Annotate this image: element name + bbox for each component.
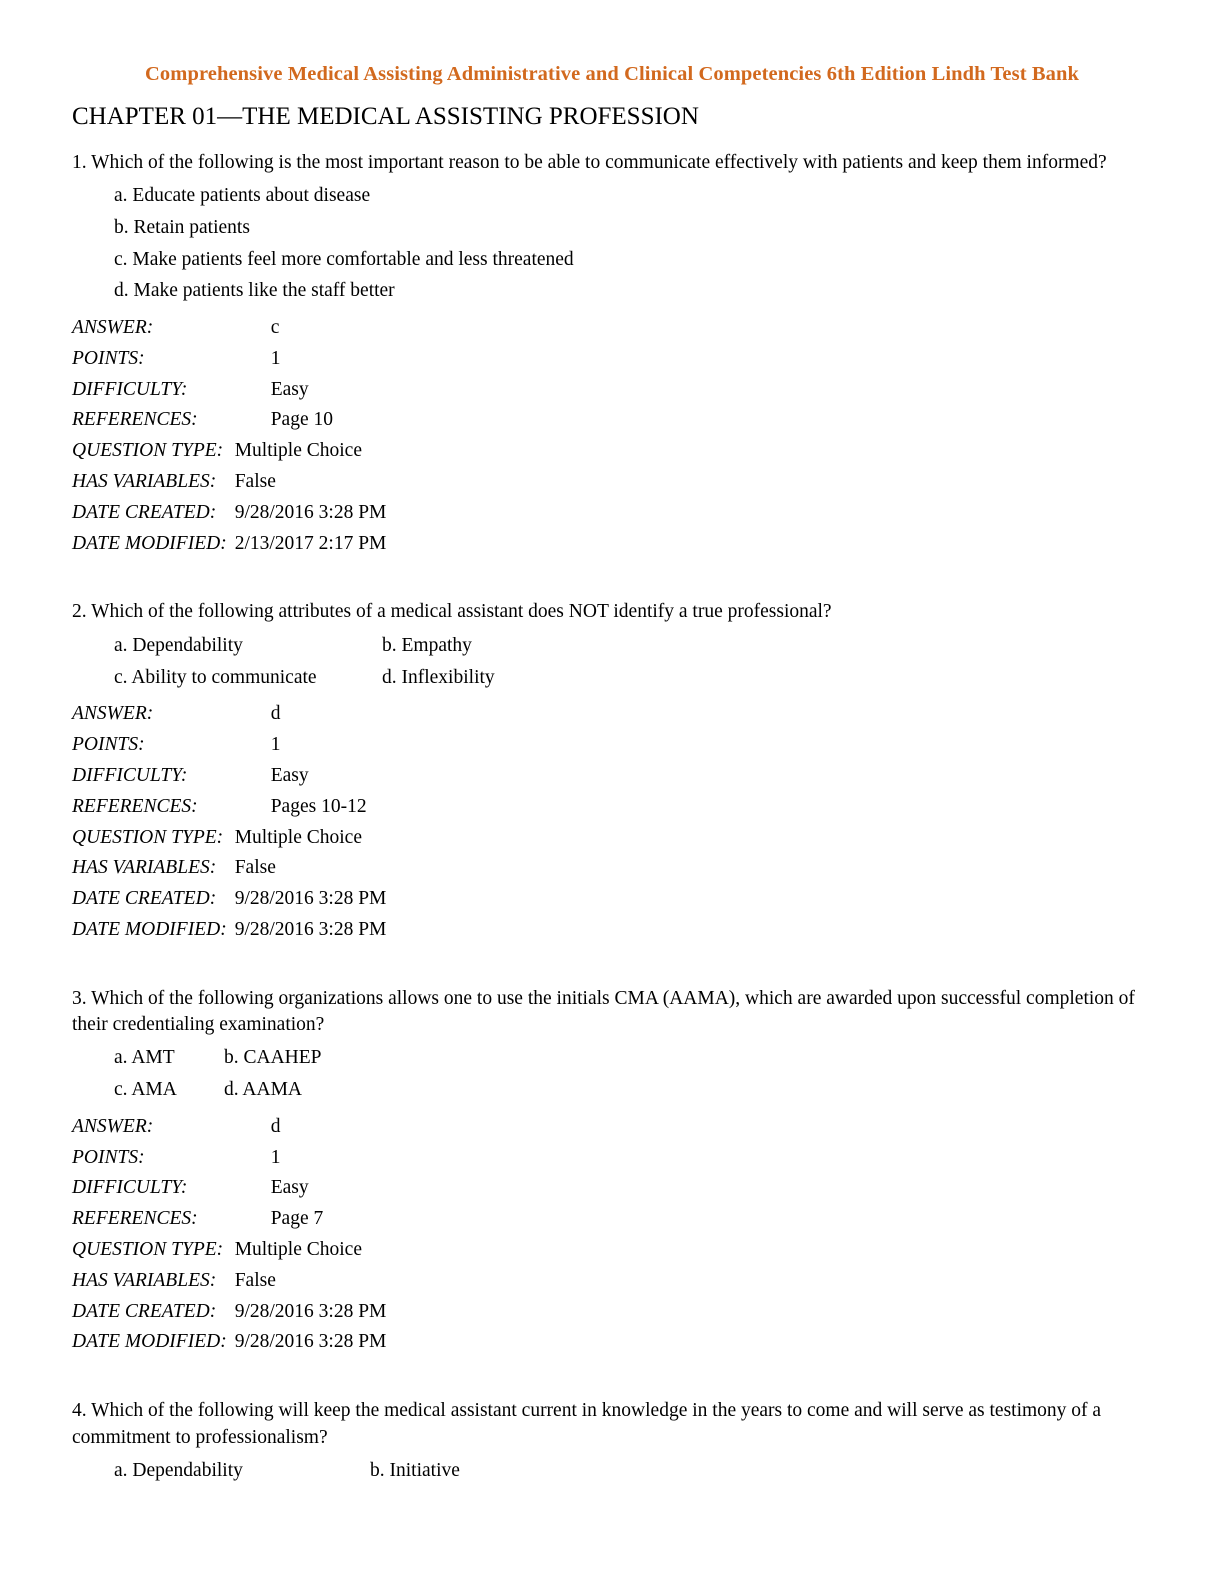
metadata-row-date-modified bbox=[72, 529, 386, 560]
choice-option: d. AAMA bbox=[224, 1079, 303, 1101]
metadata-row-references bbox=[72, 792, 386, 823]
metadata-value-answer: c bbox=[270, 317, 280, 339]
metadata-label-date-created: DATE CREATED: bbox=[72, 888, 217, 910]
choice-row[interactable] bbox=[72, 275, 1152, 307]
choice-row[interactable] bbox=[72, 1074, 1152, 1106]
metadata-label-points: POINTS: bbox=[72, 734, 145, 756]
metadata-value-answer: d bbox=[270, 703, 281, 725]
metadata-row-has-variables bbox=[72, 467, 386, 498]
metadata-value-date-created: 9/28/2016 3:28 PM bbox=[234, 888, 387, 910]
metadata-label-date-created: DATE CREATED: bbox=[72, 1300, 217, 1322]
chapter-heading: CHAPTER 01—THE MEDICAL ASSISTING PROFESSION bbox=[72, 102, 699, 130]
metadata-label-has-variables: HAS VARIABLES: bbox=[72, 1269, 217, 1291]
choice-row[interactable] bbox=[72, 1455, 1152, 1487]
metadata-value-date-created: 9/28/2016 3:28 PM bbox=[234, 501, 387, 523]
metadata-row-references bbox=[72, 405, 386, 436]
metadata-row-question-type bbox=[72, 436, 386, 467]
metadata-label-date-modified: DATE MODIFIED: bbox=[72, 532, 227, 554]
question-text: 4. Which of the following will keep the medical assistant current in knowledge in the years to come and will serve as testimony of a commitment to professionalism? bbox=[72, 1400, 1102, 1448]
metadata-row-date-created bbox=[72, 1297, 386, 1328]
choice-option: d. Inflexibility bbox=[382, 666, 495, 688]
metadata-label-points: POINTS: bbox=[72, 1146, 145, 1168]
question-block bbox=[72, 150, 1152, 560]
metadata-row-references bbox=[72, 1204, 386, 1235]
choice-row[interactable] bbox=[72, 1042, 1152, 1074]
metadata-value-date-modified: 9/28/2016 3:28 PM bbox=[234, 1331, 387, 1353]
question-block bbox=[72, 1398, 1152, 1486]
choice-row[interactable] bbox=[72, 662, 1152, 694]
question-metadata bbox=[72, 1112, 386, 1358]
metadata-value-question-type: Multiple Choice bbox=[234, 440, 362, 462]
metadata-row-date-modified bbox=[72, 915, 386, 946]
metadata-label-difficulty: DIFFICULTY: bbox=[72, 764, 188, 786]
metadata-value-has-variables: False bbox=[234, 857, 276, 879]
choice-option: c. Ability to communicate bbox=[114, 666, 317, 688]
metadata-label-answer: ANSWER: bbox=[72, 317, 154, 339]
metadata-row-answer bbox=[72, 1112, 386, 1143]
metadata-value-answer: d bbox=[270, 1115, 281, 1137]
metadata-label-question-type: QUESTION TYPE: bbox=[72, 826, 224, 848]
choice-list bbox=[72, 180, 1152, 307]
metadata-value-references: Page 7 bbox=[270, 1208, 324, 1230]
metadata-label-question-type: QUESTION TYPE: bbox=[72, 440, 224, 462]
section-gap bbox=[72, 964, 1152, 986]
choice-option: b. CAAHEP bbox=[224, 1047, 322, 1069]
metadata-label-answer: ANSWER: bbox=[72, 1115, 154, 1137]
metadata-row-difficulty bbox=[72, 761, 386, 792]
metadata-row-difficulty bbox=[72, 375, 386, 406]
metadata-row-has-variables bbox=[72, 853, 386, 884]
metadata-label-difficulty: DIFFICULTY: bbox=[72, 378, 188, 400]
metadata-row-points bbox=[72, 730, 386, 761]
metadata-value-difficulty: Easy bbox=[270, 378, 309, 400]
metadata-label-difficulty: DIFFICULTY: bbox=[72, 1177, 188, 1199]
metadata-row-has-variables bbox=[72, 1266, 386, 1297]
choice-list bbox=[72, 1042, 1152, 1106]
metadata-value-date-modified: 2/13/2017 2:17 PM bbox=[234, 532, 387, 554]
choice-row[interactable] bbox=[72, 630, 1152, 662]
section-gap bbox=[72, 577, 1152, 599]
metadata-row-points bbox=[72, 344, 386, 375]
metadata-label-has-variables: HAS VARIABLES: bbox=[72, 857, 217, 879]
metadata-label-references: REFERENCES: bbox=[72, 409, 198, 431]
choice-option: b. Initiative bbox=[370, 1459, 460, 1481]
metadata-row-question-type bbox=[72, 823, 386, 854]
metadata-row-points bbox=[72, 1143, 386, 1174]
question-block bbox=[72, 986, 1152, 1359]
metadata-value-question-type: Multiple Choice bbox=[234, 826, 362, 848]
metadata-row-question-type bbox=[72, 1235, 386, 1266]
metadata-label-references: REFERENCES: bbox=[72, 795, 198, 817]
metadata-value-points: 1 bbox=[270, 347, 281, 369]
choice-option: a. Educate patients about disease bbox=[114, 184, 371, 206]
section-gap bbox=[72, 1376, 1152, 1398]
metadata-label-has-variables: HAS VARIABLES: bbox=[72, 471, 217, 493]
metadata-label-references: REFERENCES: bbox=[72, 1208, 198, 1230]
metadata-value-date-modified: 9/28/2016 3:28 PM bbox=[234, 918, 387, 940]
choice-list bbox=[72, 1455, 1152, 1487]
metadata-value-difficulty: Easy bbox=[270, 764, 309, 786]
metadata-row-date-created bbox=[72, 498, 386, 529]
metadata-label-question-type: QUESTION TYPE: bbox=[72, 1239, 224, 1261]
choice-option: c. AMA bbox=[114, 1079, 177, 1101]
choice-option: a. Dependability bbox=[114, 1459, 243, 1481]
choice-option: d. Make patients like the staff better bbox=[114, 280, 395, 302]
question-text: 2. Which of the following attributes of a medical assistant does NOT identify a true professional? bbox=[72, 601, 832, 623]
metadata-value-has-variables: False bbox=[234, 471, 276, 493]
metadata-value-date-created: 9/28/2016 3:28 PM bbox=[234, 1300, 387, 1322]
metadata-row-answer bbox=[72, 699, 386, 730]
metadata-label-points: POINTS: bbox=[72, 347, 145, 369]
choice-option: b. Retain patients bbox=[114, 216, 250, 238]
choice-list bbox=[72, 630, 1152, 694]
choice-option: a. Dependability bbox=[114, 634, 243, 656]
question-block bbox=[72, 599, 1152, 945]
metadata-row-date-created bbox=[72, 884, 386, 915]
question-metadata bbox=[72, 313, 386, 559]
choice-row[interactable] bbox=[72, 180, 1152, 212]
metadata-label-date-created: DATE CREATED: bbox=[72, 501, 217, 523]
metadata-row-answer bbox=[72, 313, 386, 344]
metadata-value-points: 1 bbox=[270, 1146, 281, 1168]
choice-row[interactable] bbox=[72, 244, 1152, 276]
choice-option: a. AMT bbox=[114, 1047, 175, 1069]
metadata-label-date-modified: DATE MODIFIED: bbox=[72, 918, 227, 940]
metadata-value-difficulty: Easy bbox=[270, 1177, 309, 1199]
choice-option: b. Empathy bbox=[382, 634, 472, 656]
document-title: Comprehensive Medical Assisting Administrative and Clinical Competencies 6th Edition Lindh Test Bank bbox=[145, 63, 1079, 85]
question-text: 1. Which of the following is the most important reason to be able to communicate effectively with patients and keep them informed? bbox=[72, 151, 1107, 173]
metadata-row-difficulty bbox=[72, 1173, 386, 1204]
question-metadata bbox=[72, 699, 386, 945]
metadata-value-references: Page 10 bbox=[270, 409, 333, 431]
question-text: 3. Which of the following organizations allows one to use the initials CMA (AAMA), which are awarded upon successful completion of their credentialing examination? bbox=[72, 987, 1135, 1035]
metadata-value-question-type: Multiple Choice bbox=[234, 1239, 362, 1261]
metadata-row-date-modified bbox=[72, 1327, 386, 1358]
metadata-value-has-variables: False bbox=[234, 1269, 276, 1291]
metadata-value-references: Pages 10-12 bbox=[270, 795, 367, 817]
metadata-value-points: 1 bbox=[270, 734, 281, 756]
metadata-label-date-modified: DATE MODIFIED: bbox=[72, 1331, 227, 1353]
choice-option: c. Make patients feel more comfortable and less threatened bbox=[114, 248, 574, 270]
metadata-label-answer: ANSWER: bbox=[72, 703, 154, 725]
choice-row[interactable] bbox=[72, 212, 1152, 244]
